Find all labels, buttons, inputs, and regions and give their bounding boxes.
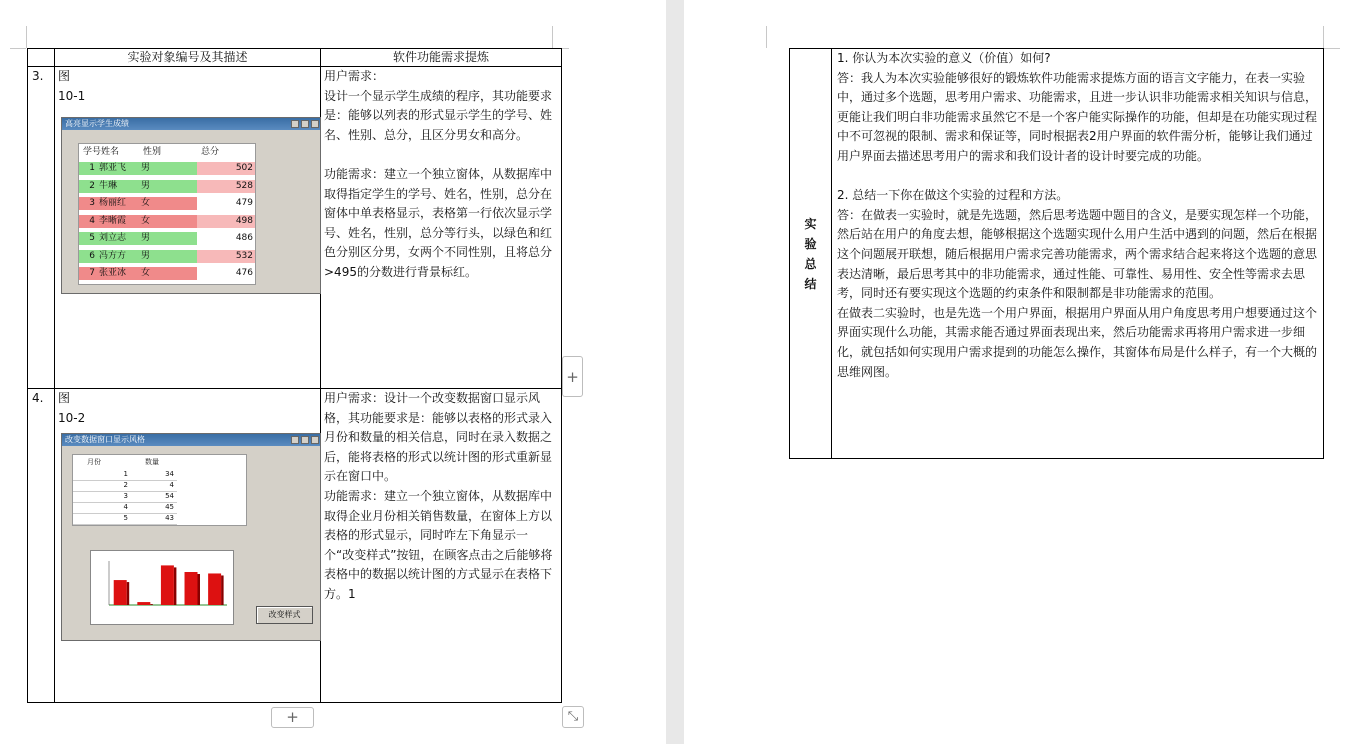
bar-side [127,582,130,605]
row-number: 4. [28,389,55,703]
document-page-right [684,0,1360,744]
grid-cell: 502 [197,162,255,175]
bar [185,572,198,605]
row-number: 3. [28,67,55,389]
grid-cell: 李晰霞 [97,215,139,228]
header-cell-num [28,49,55,67]
figure-id: 10-2 [58,410,86,425]
grid-cell: 男 [139,250,197,263]
grid-row [79,162,255,175]
minimize-icon [291,120,299,128]
minimize-icon [291,436,299,444]
grid-cell: 3 [123,492,128,500]
summary-label-char: 总 [804,256,817,271]
summary-label-char: 实 [804,216,817,231]
bar-chart-panel [90,550,234,625]
user-req-text: 用户需求：设计一个改变数据窗口显示风格，其功能要求是：能够以表格的形式录入月份和数量的相关信息，同时在录入数据之后，能将表格的形式以统计图的形式重新显示在窗口中。 [324,391,553,484]
grid-row [79,267,255,280]
grid-row [79,180,255,193]
month-qty-grid [72,454,247,526]
answer-2: 答：在做表一实验时，就是先选题，然后思考选题中题目的含义，是要实现怎样一个功能，然后站在用户的角度去想，能够根据这个选题实现什么用户生活中遇到的问题，然后在根据这个问题展开联想，随后根据用户需求完善功能需求，两个需求结合起来将这个选题的意思表达清晰，最后思考其中的非功能需求，通过性能、可靠性、易用性、安全性等需求去思考，同时还有要实现这个选题的约束条件和限制都是非功能需求的范围。 [837,207,1318,301]
grid-row [73,513,177,525]
grid-row [79,232,255,245]
bar-chart [91,551,233,624]
figure-label: 图 [58,69,71,83]
grid-cell: 女 [139,267,197,280]
requirement-cell[interactable] [321,67,562,389]
table-resize-handle[interactable]: ⤡ [562,706,584,728]
user-req-text: 设计一个显示学生成绩的程序，其功能要求是：能够以列表的形式显示学生的学号、姓名、性别、总分，且区分男女和高分。 [324,88,553,142]
window-title: 高亮显示学生成绩 [65,119,129,128]
crop-mark [26,26,27,48]
grid-cell: 男 [139,180,197,193]
func-req-text: 功能需求：建立一个独立窗体，从数据库中取得指定学生的学号、姓名，性别，总分在窗体中单表格显示，表格第一行依次显示学号、姓名，性别，总分等行头，以绿色和红色分别区分男，女两个不同性别，且将总分>495的分数进行背景标红。 [324,166,553,279]
grid-header-row [79,146,255,159]
summary-row [790,49,1324,459]
close-icon [311,436,319,444]
grid-cell: 2 [123,481,128,489]
header-object: 实验对象编号及其描述 [55,49,321,67]
grid-cell: 1 [79,162,97,175]
grid-cell: 34 [165,470,174,478]
grid-cell: 486 [197,232,255,245]
grid-cell: 4 [169,481,174,489]
grid-cell: 2 [79,180,97,193]
grid-cell: 冯方方 [97,250,139,263]
close-icon [311,120,319,128]
grid-cell: 4 [79,215,97,228]
grid-cell: 1 [123,470,128,478]
grid-cell: 4 [123,503,128,511]
grid-cell: 杨丽红 [97,197,139,210]
maximize-icon [301,436,309,444]
grid-cell: 牛琳 [97,180,139,193]
bar-side [150,604,153,605]
data-style-window-image [61,433,321,641]
answer-1: 答：我人为本次实验能够很好的锻炼软件功能需求提炼方面的语言文字能力，在表一实验中，通过多个选题，思考用户需求、功能需求，且进一步认识非功能需求相关知识与信息，更能让我们明白非功能需求虽然它不是一个客户能实际操作的功能，但却是在功能实现过程中不可忽视的限制、需求和保证等，同时根据表2用户界面的软件需分析，能够让我们通过用户界面去描述思考用户的需求和我们设计者的设计时要完成的功能。 [837,70,1318,163]
summary-table [789,48,1324,459]
grid-cell: 5 [79,232,97,245]
grid-cell: 女 [139,215,197,228]
grid-cell: 45 [165,503,174,511]
grid-header-cell: 总分 [201,147,220,157]
crop-mark [766,26,767,48]
maximize-icon [301,120,309,128]
page-gap [666,0,684,744]
bar [114,580,127,605]
user-req-heading: 用户需求： [324,69,385,83]
grid-header-cell: 性别 [143,147,162,157]
grid-cell: 张亚冰 [97,267,139,280]
question-2: 2. 总结一下你在做这个实验的过程和方法。 [837,188,1069,203]
grid-row [79,215,255,228]
grid-cell: 3 [79,197,97,210]
summary-content-cell[interactable] [832,49,1324,459]
grid-header-cell: 姓名 [101,147,120,157]
add-row-button[interactable]: + [271,707,314,728]
add-column-button[interactable]: + [562,356,583,397]
bar-side [174,567,177,605]
grid-row [79,197,255,210]
grid-cell: 479 [197,197,255,210]
grid-row [79,250,255,263]
header-requirement: 软件功能需求提炼 [321,49,562,67]
answer-3: 在做表二实验时，也是先选一个用户界面，根据用户界面从用户角度思考用户想要通过这个界面实现什么功能，其需求能否通过界面表现出来，然后功能需求再将用户需求进一步细化，就包括如何实现用户需求提到的功能怎么操作，其窗体布局是什么样子，有一个大概的思维网图。 [837,305,1318,379]
grid-cell: 5 [123,514,128,522]
table-header-row [28,49,562,67]
grid-cell: 6 [79,250,97,263]
window-titlebar [62,434,320,446]
bar [137,602,150,605]
crop-mark [552,26,553,48]
grid-cell: 528 [197,180,255,193]
grid-cell: 43 [165,514,174,522]
grid-cell: 男 [139,162,197,175]
crop-mark [1323,26,1324,48]
figure-id: 10-1 [58,88,86,103]
grid-cell: 476 [197,267,255,280]
grid-cell: 刘立志 [97,232,139,245]
grid-header-cell: 学号 [83,147,102,157]
func-req-text: 功能需求：建立一个独立窗体，从数据库中取得企业月份相关销售数量，在窗体上方以表格的形式显示，同时咋左下角显示一个“改变样式”按钮，在顾客点击之后能够将表格中的数据以统计图的方式显示在表格下方。1 [324,488,553,601]
bar [161,565,174,605]
bar-side [221,575,224,605]
scores-grid [78,143,256,285]
document-page-left [0,0,666,744]
grid-cell: 郭亚飞 [97,162,139,175]
grid-cell: 男 [139,232,197,245]
grid-header-row [73,456,246,469]
change-style-button: 改变样式 [256,606,313,624]
requirement-cell[interactable] [321,389,562,703]
window-titlebar [62,118,320,130]
summary-label-char: 结 [804,276,817,291]
grid-cell: 女 [139,197,197,210]
bar [208,573,221,605]
grid-header-cell: 数量 [145,458,159,466]
grid-cell: 54 [165,492,174,500]
bar-side [198,574,201,605]
crop-mark [1324,48,1340,49]
figure-label: 图 [58,391,71,405]
summary-label-cell [790,49,832,459]
crop-mark [10,48,26,49]
grid-cell: 532 [197,250,255,263]
summary-label-char: 验 [804,236,817,251]
student-scores-window-image [61,117,321,294]
window-title: 改变数据窗口显示风格 [65,435,145,444]
question-1: 1. 你认为本次实验的意义（价值）如何? [837,51,1051,65]
grid-cell: 7 [79,267,97,280]
grid-header-cell: 月份 [87,458,101,466]
grid-cell: 498 [197,215,255,228]
